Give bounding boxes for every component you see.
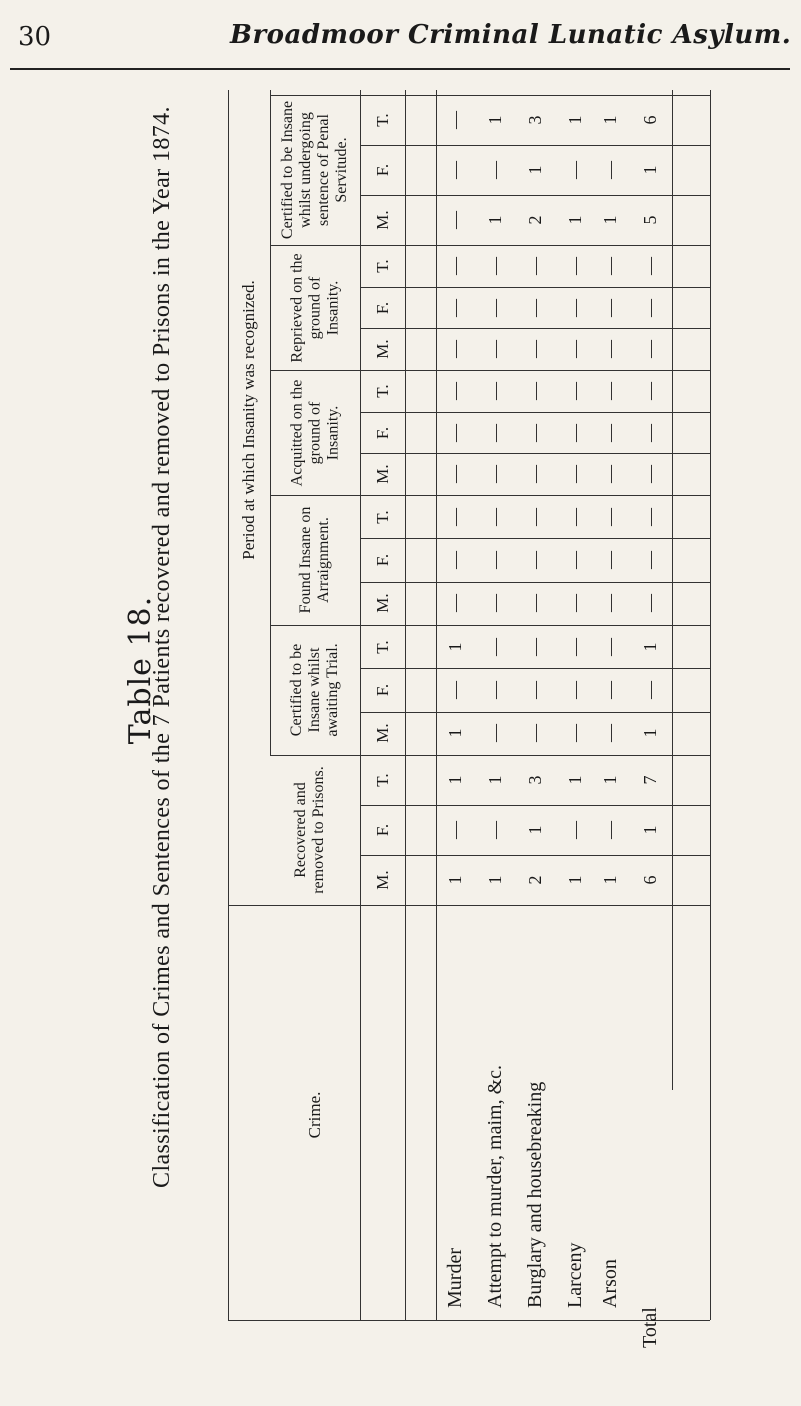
table-cell: — xyxy=(564,594,585,613)
group-header-acquitted: Acquitted on the ground of Insanity. xyxy=(288,379,341,486)
table-cell: 2 xyxy=(524,215,545,225)
group-header-rule xyxy=(360,90,361,1320)
subcol-penal-t: T. xyxy=(373,113,392,127)
table-cell: 1 xyxy=(484,115,505,125)
subcol-arraignment-m: M. xyxy=(373,593,392,614)
subcol-acquitted-m: M. xyxy=(373,464,392,484)
group-divider xyxy=(270,495,710,496)
table-left-rule xyxy=(228,90,229,1320)
table-cell: — xyxy=(599,381,620,400)
table-cell: — xyxy=(524,681,545,699)
table-cell: — xyxy=(599,821,620,839)
table-cell: 6 xyxy=(639,115,660,125)
subcol-divider xyxy=(360,412,710,413)
table-cell: 1 xyxy=(639,728,660,738)
table-cell: — xyxy=(524,298,545,317)
table-cell: — xyxy=(484,298,505,317)
subcol-penal-f: F. xyxy=(373,163,392,177)
table-cell: — xyxy=(444,423,465,442)
table-cell: — xyxy=(599,256,620,275)
table-cell: — xyxy=(639,681,660,699)
subcol-divider xyxy=(360,287,710,288)
table-cell: — xyxy=(564,381,585,400)
table-cell: 1 xyxy=(444,728,465,738)
table-cell: — xyxy=(524,340,545,359)
table-cell: — xyxy=(484,256,505,275)
table-cell: — xyxy=(599,681,620,699)
table-cell: — xyxy=(599,637,620,656)
running-head: Broadmoor Criminal Lunatic Asylum. xyxy=(230,20,792,50)
crime-label: Murder xyxy=(443,1247,466,1308)
group-divider xyxy=(270,625,710,626)
table-cell: 1 xyxy=(524,825,545,835)
table-cell: 7 xyxy=(639,775,660,785)
subcol-divider xyxy=(360,855,710,856)
table-cell: — xyxy=(444,381,465,400)
table-cell: — xyxy=(484,637,505,656)
table-cell: — xyxy=(564,637,585,656)
group-header-awaiting-trial: Certified to be Insane whilst awaiting Trial. xyxy=(288,643,341,737)
table-cell: — xyxy=(484,381,505,400)
header-rule xyxy=(10,68,790,70)
table-cell: 1 xyxy=(599,875,620,885)
table-cell: — xyxy=(564,465,585,484)
group-header-arraignment: Found Insane on Arraignment. xyxy=(297,506,332,614)
table-cell: — xyxy=(639,465,660,484)
subcol-acquitted-t: T. xyxy=(373,384,392,398)
table-cell: 3 xyxy=(524,115,545,125)
table-cell: 1 xyxy=(564,875,585,885)
subcol-awaiting-trial-m: M. xyxy=(373,723,392,744)
table-cell: — xyxy=(639,381,660,400)
subcol-penal-m: M. xyxy=(373,210,392,230)
table-cell: — xyxy=(444,551,465,569)
table-cell: — xyxy=(444,340,465,359)
group-divider xyxy=(270,245,710,246)
period-header-rule xyxy=(270,90,271,755)
table-cell: — xyxy=(639,298,660,317)
table-cell: — xyxy=(444,821,465,839)
table-cell: — xyxy=(599,724,620,743)
table-label: Table 18. xyxy=(122,595,158,745)
table-cell: — xyxy=(564,161,585,179)
table-cell: 1 xyxy=(484,215,505,225)
table-cell: 1 xyxy=(639,825,660,835)
group-header-reprieved: Reprieved on the ground of Insanity. xyxy=(288,252,341,363)
table-cell: — xyxy=(444,256,465,275)
table-cell: — xyxy=(444,298,465,317)
table-cell: — xyxy=(564,340,585,359)
group-divider xyxy=(270,370,710,371)
table-cell: — xyxy=(444,211,465,229)
table-cell: 1 xyxy=(599,775,620,785)
subcol-divider xyxy=(360,453,710,454)
table-cell: — xyxy=(524,724,545,743)
table-cell: — xyxy=(599,594,620,613)
table-cell: — xyxy=(564,821,585,839)
table-cell: — xyxy=(524,551,545,569)
subcol-recovered-f: F. xyxy=(373,823,392,837)
table-cell: — xyxy=(444,594,465,613)
subcol-acquitted-f: F. xyxy=(373,426,392,439)
table-cell: — xyxy=(444,681,465,699)
table-cell: — xyxy=(524,256,545,275)
table-cell: — xyxy=(639,551,660,569)
table-cell: — xyxy=(484,594,505,613)
total-rule xyxy=(672,90,673,1090)
table-cell: 3 xyxy=(524,775,545,785)
table-cell: — xyxy=(639,594,660,613)
subcol-awaiting-trial-f: F. xyxy=(373,683,392,697)
table-cell: — xyxy=(599,340,620,359)
group-divider xyxy=(270,95,710,96)
table-cell: — xyxy=(599,551,620,569)
table-cell: — xyxy=(524,507,545,526)
subcol-divider xyxy=(360,805,710,806)
table-cell: — xyxy=(524,594,545,613)
table-cell: 1 xyxy=(564,215,585,225)
table-cell: — xyxy=(599,423,620,442)
table-cell: — xyxy=(639,340,660,359)
table-cell: — xyxy=(599,465,620,484)
subcol-divider xyxy=(360,145,710,146)
table-caption: Classification of Crimes and Sentences of the 7 Patients recovered and removed to Prisons in the Year 1874. xyxy=(148,106,175,1188)
table-cell: 1 xyxy=(444,875,465,885)
table-cell: 1 xyxy=(564,775,585,785)
table-cell: — xyxy=(599,298,620,317)
table-cell: — xyxy=(484,507,505,526)
crime-label: Larceny xyxy=(563,1241,586,1308)
table-cell: 5 xyxy=(639,215,660,225)
subcol-divider xyxy=(360,668,710,669)
subcol-divider xyxy=(360,582,710,583)
table-cell: — xyxy=(564,724,585,743)
table-cell: 1 xyxy=(599,215,620,225)
crime-label: Arson xyxy=(598,1258,621,1308)
table-cell: — xyxy=(639,423,660,442)
table-cell: — xyxy=(564,423,585,442)
table-cell: — xyxy=(444,161,465,179)
crime-label: Burglary and housebreaking xyxy=(523,1081,546,1308)
table-cell: — xyxy=(639,507,660,526)
table-cell: — xyxy=(484,465,505,484)
table-cell: 1 xyxy=(639,165,660,175)
subcol-awaiting-trial-t: T. xyxy=(373,639,392,654)
table-cell: 1 xyxy=(564,115,585,125)
table-cell: — xyxy=(564,256,585,275)
group-header-recovered: Recovered and removed to Prisons. xyxy=(292,766,327,894)
table-cell: — xyxy=(524,423,545,442)
table-cell: — xyxy=(484,340,505,359)
table-cell: — xyxy=(524,465,545,484)
subcol-reprieved-m: M. xyxy=(373,339,392,359)
table-cell: — xyxy=(484,821,505,839)
table-cell: — xyxy=(599,161,620,179)
subcol-divider xyxy=(360,538,710,539)
table-cell: — xyxy=(524,381,545,400)
table-cell: — xyxy=(444,507,465,526)
table-cell: — xyxy=(564,681,585,699)
table-cell: — xyxy=(599,507,620,526)
table-cell: — xyxy=(564,551,585,569)
table-cell: 1 xyxy=(444,642,465,652)
subcol-recovered-m: M. xyxy=(373,870,392,890)
table-cell: — xyxy=(484,161,505,179)
table-cell: — xyxy=(524,637,545,656)
table-cell: 2 xyxy=(524,875,545,885)
group-divider xyxy=(270,755,710,756)
crime-label: Total xyxy=(638,1306,661,1348)
table-cell: — xyxy=(484,551,505,569)
subcol-arraignment-f: F. xyxy=(373,553,392,567)
crime-header: Crime. xyxy=(305,1091,324,1139)
table-cell: 1 xyxy=(484,775,505,785)
table-cell: — xyxy=(444,465,465,484)
table-cell: — xyxy=(484,681,505,699)
subcol-divider xyxy=(360,328,710,329)
table-cell: 1 xyxy=(599,115,620,125)
table-right-rule xyxy=(710,90,711,1320)
group-header-penal: Certified to be Insane whilst undergoing sentence of Penal Servitude. xyxy=(279,100,350,240)
subcol-divider xyxy=(360,712,710,713)
page-number: 30 xyxy=(18,22,52,52)
period-header: Period at which Insanity was recognized. xyxy=(239,280,258,560)
table-cell: 1 xyxy=(524,165,545,175)
table-cell: 1 xyxy=(444,775,465,785)
subcol-arraignment-t: T. xyxy=(373,509,392,524)
subcol-header-rule xyxy=(405,90,406,1320)
table-cell: 1 xyxy=(639,642,660,652)
table-cell: — xyxy=(564,298,585,317)
table-cell: — xyxy=(444,111,465,129)
table-cell: — xyxy=(484,423,505,442)
subcol-reprieved-f: F. xyxy=(373,301,392,314)
table-cell: 1 xyxy=(484,875,505,885)
subcol-recovered-t: T. xyxy=(373,773,392,787)
subcol-reprieved-t: T. xyxy=(373,259,392,273)
table-cell: — xyxy=(639,256,660,275)
data-start-rule xyxy=(436,90,437,1320)
table-cell: — xyxy=(564,507,585,526)
crime-label: Attempt to murder, maim, &c. xyxy=(483,1064,506,1308)
subcol-divider xyxy=(360,195,710,196)
table-cell: — xyxy=(484,724,505,743)
table-cell: 6 xyxy=(639,875,660,885)
crime-divider xyxy=(228,905,710,906)
